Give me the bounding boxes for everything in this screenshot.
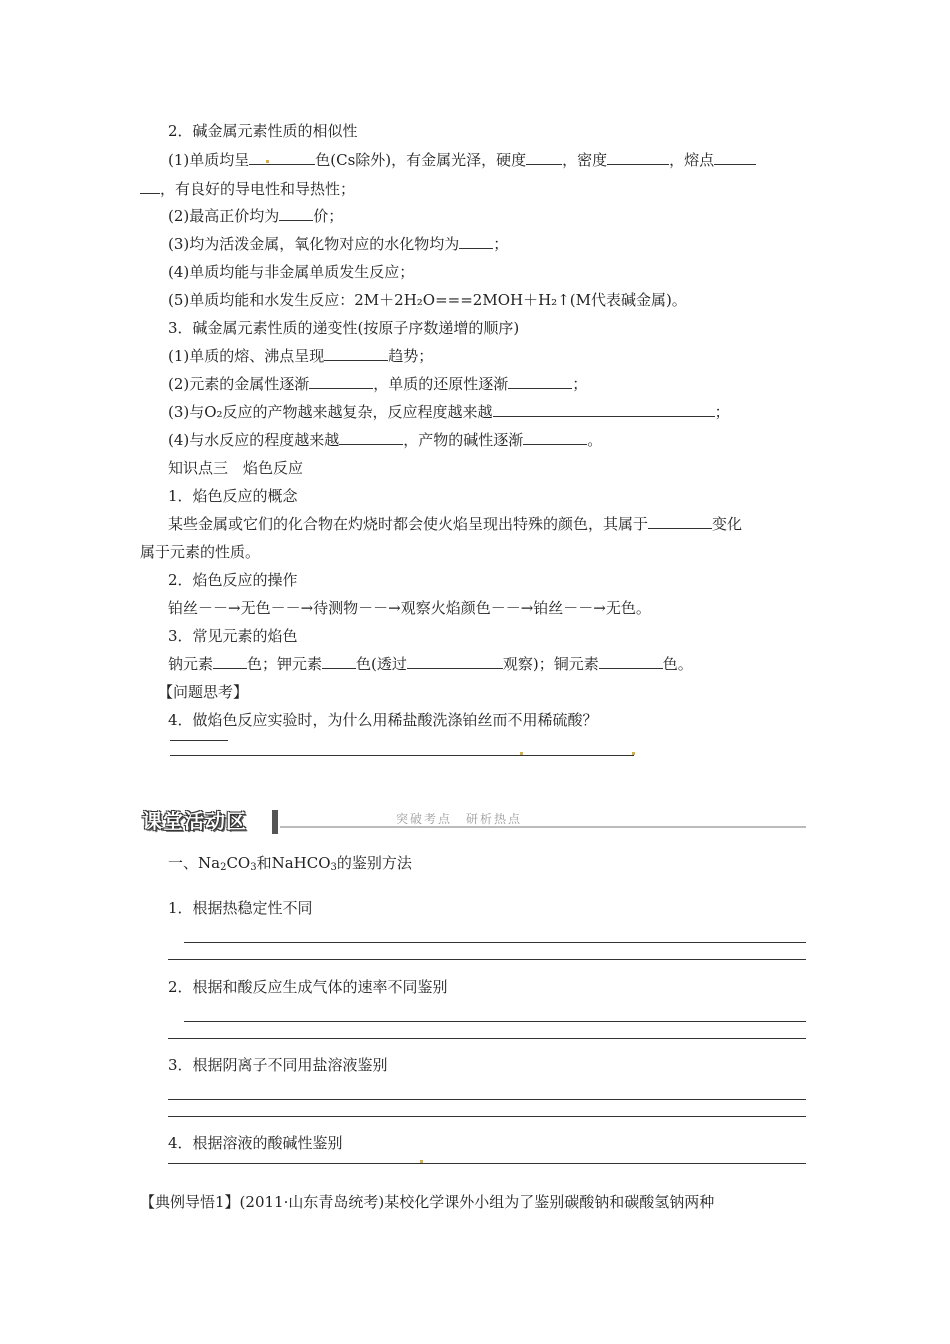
item-similarity-4: (4)单质均能与非金属单质发生反应； [168,263,415,281]
item-similarity-1-cont: ，有良好的导电性和导热性； [140,179,355,199]
banner-bar [272,810,278,834]
blank [339,430,403,445]
banner-title: 课堂活动区 [142,809,247,833]
answer-line [168,1038,806,1039]
blank [309,374,373,389]
banner-rule [280,826,806,828]
item-gradient-4: (4)与水反应的程度越来越 ，产物的碱性逐渐 。 [168,431,603,449]
blank [526,150,562,165]
blank [407,654,503,669]
banner-subtitle: 突破考点 研析热点 [396,812,523,826]
answer-line [168,1099,806,1100]
heading-flame-operation: 2．焰色反应的操作 [168,571,298,589]
text-flame-concept-cont: 属于元素的性质。 [140,543,261,561]
answer-line [168,959,806,960]
blank [249,150,315,165]
answer-line [168,1116,806,1117]
heading-flame-colors: 3．常见元素的焰色 [168,627,298,645]
label-think: 【问题思考】 [158,683,249,701]
method-4: 4．根据溶液的酸碱性鉴别 [168,1134,343,1152]
text-flame-concept: 某些金属或它们的化合物在灼烧时都会使火焰呈现出特殊的颜色，其属于 变化 [168,515,743,533]
heading-similarity: 2．碱金属元素性质的相似性 [168,122,358,140]
blank [459,234,493,249]
method-1: 1．根据热稳定性不同 [168,899,313,917]
mark-dot [520,752,523,755]
blank [493,402,715,417]
heading-identification: 一、$Na_2CO_3$和NaHCO$_3$的鉴别方法 [168,854,412,873]
blank [714,150,756,165]
text-flame-colors: 钠元素 色；钾元素 色(透过 观察)；铜元素 色。 [168,655,693,673]
heading-flame-test: 知识点三 焰色反应 [168,459,304,477]
item-similarity-1: (1)单质均呈 色(Cs除外)，有金属光泽，硬度 ，密度 ，熔点 [168,150,756,170]
mark-dot [266,160,269,163]
answer-line [170,740,228,741]
blank [648,514,712,529]
heading-flame-concept: 1．焰色反应的概念 [168,487,298,505]
mark-dot [420,1160,423,1163]
answer-line [170,755,634,756]
blank [324,346,388,361]
example-1: 【典例导悟1】(2011·山东青岛统考)某校化学课外小组为了鉴别碳酸钠和碳酸氢钠两种 [140,1193,715,1211]
text-flame-operation: 铂丝－－→无色－－→待测物－－→观察火焰颜色－－→铂丝－－→无色。 [168,599,651,617]
blank [607,150,669,165]
section-banner [138,806,808,836]
item-gradient-3: (3)与O₂反应的产物越来越复杂，反应程度越来越 ； [168,403,730,421]
blank [213,654,247,669]
blank [523,430,587,445]
blank [599,654,663,669]
blank [322,654,356,669]
blank [279,206,313,221]
blank [140,179,160,194]
answer-line [184,942,806,943]
blank [508,374,572,389]
item-gradient-2: (2)元素的金属性逐渐 ，单质的还原性逐渐 ； [168,375,588,393]
method-3: 3．根据阴离子不同用盐溶液鉴别 [168,1056,388,1074]
item-similarity-3: (3)均为活泼金属，氧化物对应的水化物均为 ； [168,235,509,253]
question-4: 4．做焰色反应实验时，为什么用稀盐酸洗涤铂丝而不用稀硫酸？ [168,711,598,729]
item-similarity-2: (2)最高正价均为 价； [168,207,344,225]
answer-line [184,1021,806,1022]
method-2: 2．根据和酸反应生成气体的速率不同鉴别 [168,978,448,996]
heading-gradient: 3．碱金属元素性质的递变性(按原子序数递增的顺序) [168,319,520,337]
item-gradient-1: (1)单质的熔、沸点呈现 趋势； [168,347,434,365]
answer-line [168,1163,806,1164]
item-similarity-5: (5)单质均能和水发生反应：2M＋2H₂O===2MOH＋H₂↑(M代表碱金属)。 [168,291,687,309]
mark-dot [632,752,635,755]
